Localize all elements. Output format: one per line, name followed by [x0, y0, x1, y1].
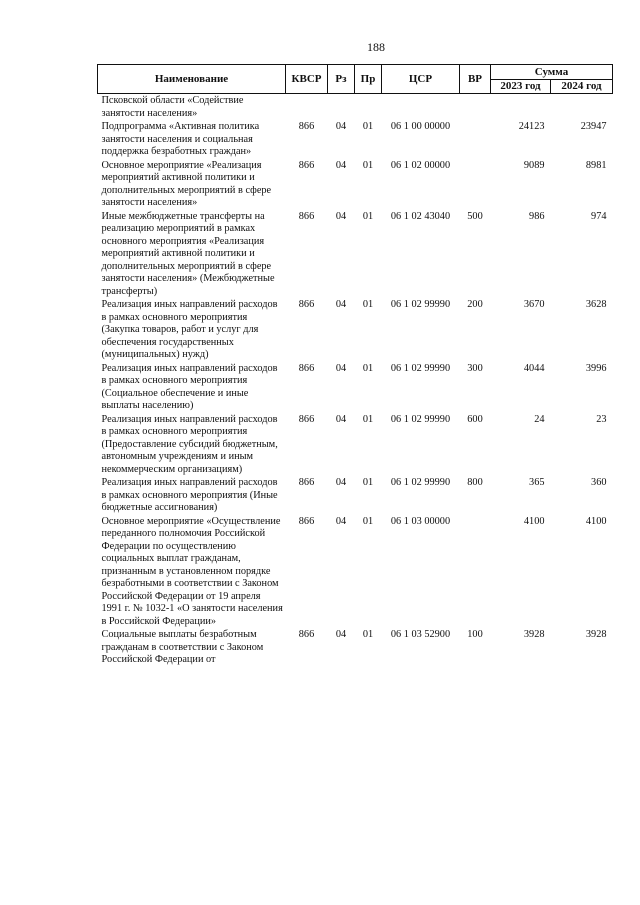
cell-csr: 06 1 02 43040 — [390, 210, 451, 222]
cell-vr — [460, 515, 491, 629]
cell-csr: 06 1 02 00000 — [390, 159, 451, 171]
cell-pr: 01 — [362, 121, 374, 132]
cell-vr — [460, 120, 491, 159]
cell-sum-2024 — [551, 94, 613, 121]
cell-rz: 04 — [335, 299, 347, 310]
cell-name: Реализация иных направлений расходов в рамках основного мероприятия (Предоставление субсидий бюджетным, автономным учреждениям и иным некоммерческим организациям) — [101, 413, 278, 475]
table-row — [98, 94, 613, 121]
cell-sum-2023: 986 — [529, 210, 545, 222]
cell-sum-2023: 24 — [534, 413, 545, 425]
cell-name: Иные межбюджетные трансферты на реализацию мероприятий в рамках основного мероприятия «Реализация мероприятий активной политики и дополнительных мероприятий в сфере занятости населения» (Межбюджетные трансферты) — [101, 210, 275, 297]
cell-pr — [355, 94, 382, 121]
cell-kvsr — [286, 94, 328, 121]
cell-sum-2023: 4044 — [523, 362, 545, 374]
table-row — [98, 210, 613, 299]
cell-sum-2024: 3996 — [585, 362, 607, 374]
cell-rz: 04 — [335, 159, 347, 171]
cell-pr: 01 — [362, 413, 374, 425]
table-row — [98, 159, 613, 210]
table-row — [98, 628, 613, 667]
cell-sum-2023: 24123 — [518, 121, 545, 132]
header-csr: ЦСР — [382, 65, 460, 94]
cell-vr: 100 — [467, 629, 483, 640]
header-name: Наименование — [98, 65, 286, 94]
cell-sum-2023 — [491, 94, 551, 121]
cell-name: Реализация иных направлений расходов в рамках основного мероприятия (Иные бюджетные ассигнования) — [101, 477, 278, 513]
cell-pr: 01 — [362, 362, 374, 374]
header-pr: Пр — [355, 65, 382, 94]
cell-sum-2024: 974 — [591, 210, 607, 222]
header-sum: Сумма — [491, 65, 613, 80]
cell-rz: 04 — [335, 121, 347, 132]
cell-kvsr: 866 — [298, 210, 315, 222]
cell-pr: 01 — [362, 299, 374, 310]
cell-kvsr: 866 — [298, 121, 315, 132]
table-row — [98, 476, 613, 515]
cell-sum-2024: 23 — [596, 413, 607, 425]
cell-kvsr: 866 — [298, 477, 315, 488]
cell-kvsr: 866 — [298, 159, 315, 171]
cell-pr: 01 — [362, 515, 374, 527]
cell-vr — [460, 159, 491, 210]
cell-csr: 06 1 00 00000 — [390, 121, 451, 132]
cell-pr: 01 — [362, 159, 374, 171]
table-row — [98, 515, 613, 629]
cell-sum-2023: 9089 — [523, 159, 545, 171]
cell-vr: 300 — [467, 362, 483, 374]
cell-name: Подпрограмма «Активная политика занятости населения и социальная поддержка безработных граждан» — [101, 121, 260, 157]
cell-csr: 06 1 03 00000 — [390, 515, 451, 527]
cell-kvsr: 866 — [298, 413, 315, 425]
budget-table — [97, 64, 613, 667]
header-year-2023: 2023 год — [491, 79, 551, 94]
cell-csr: 06 1 02 99990 — [390, 477, 451, 488]
cell-pr: 01 — [362, 210, 374, 222]
cell-csr: 06 1 02 99990 — [390, 413, 451, 425]
cell-vr: 800 — [467, 477, 483, 488]
cell-name: Основное мероприятие «Реализация мероприятий активной политики и дополнительных мероприятий в сфере занятости населения» — [101, 159, 272, 208]
cell-csr — [382, 94, 460, 121]
cell-kvsr: 866 — [298, 629, 315, 640]
cell-name: Реализация иных направлений расходов в рамках основного мероприятия (Закупка товаров, работ и услуг для обеспечения государственных (муниципальных) нужд) — [101, 299, 278, 360]
table-header — [98, 65, 613, 94]
table-body — [98, 94, 613, 667]
cell-sum-2023: 3670 — [523, 299, 545, 310]
cell-sum-2024: 3928 — [585, 629, 607, 640]
table-row — [98, 362, 613, 413]
cell-vr: 500 — [467, 210, 483, 222]
cell-sum-2024: 3628 — [585, 299, 607, 310]
cell-vr: 600 — [467, 413, 483, 425]
cell-csr: 06 1 02 99990 — [390, 362, 451, 374]
cell-sum-2024: 360 — [591, 477, 607, 488]
cell-csr: 06 1 02 99990 — [390, 299, 451, 310]
table-row — [98, 413, 613, 477]
cell-rz: 04 — [335, 413, 347, 425]
header-rz: Рз — [328, 65, 355, 94]
cell-name: Социальные выплаты безработным гражданам в соответствии с Законом Российской Федерации от — [101, 629, 264, 665]
cell-rz: 04 — [335, 210, 347, 222]
header-vr: ВР — [460, 65, 491, 94]
cell-csr: 06 1 03 52900 — [390, 629, 451, 640]
cell-kvsr: 866 — [298, 362, 315, 374]
cell-sum-2024: 8981 — [585, 159, 607, 171]
cell-vr: 200 — [467, 299, 483, 310]
cell-name: Реализация иных направлений расходов в рамках основного мероприятия (Социальное обеспечение и иные выплаты населению) — [101, 362, 278, 411]
cell-rz: 04 — [335, 515, 347, 527]
cell-sum-2023: 365 — [529, 477, 545, 488]
cell-sum-2023: 3928 — [523, 629, 545, 640]
cell-rz: 04 — [335, 362, 347, 374]
header-year-2024: 2024 год — [551, 79, 613, 94]
cell-vr — [460, 94, 491, 121]
cell-rz — [328, 94, 355, 121]
cell-name: Основное мероприятие «Осуществление переданного полномочия Российской Федерации по осуществлению социальных выплат гражданам, признанным в установленном порядке безработными в соответствии с Законом Российской Федерации от 19 апреля 1991 г. № 1032-1 «О занятости населения в Российской Федерации» — [101, 515, 283, 627]
table-row — [98, 120, 613, 159]
cell-name: Псковской области «Содействие занятости населения» — [101, 95, 244, 119]
cell-kvsr: 866 — [298, 299, 315, 310]
page-number: 188 — [367, 40, 385, 54]
cell-kvsr: 866 — [298, 515, 315, 527]
header-kvsr: КВСР — [286, 65, 328, 94]
cell-sum-2024: 23947 — [580, 121, 607, 132]
cell-rz: 04 — [335, 629, 347, 640]
table-row — [98, 298, 613, 362]
cell-pr: 01 — [362, 477, 374, 488]
cell-sum-2023: 4100 — [523, 515, 545, 527]
cell-rz: 04 — [335, 477, 347, 488]
cell-sum-2024: 4100 — [585, 515, 607, 527]
cell-pr: 01 — [362, 629, 374, 640]
